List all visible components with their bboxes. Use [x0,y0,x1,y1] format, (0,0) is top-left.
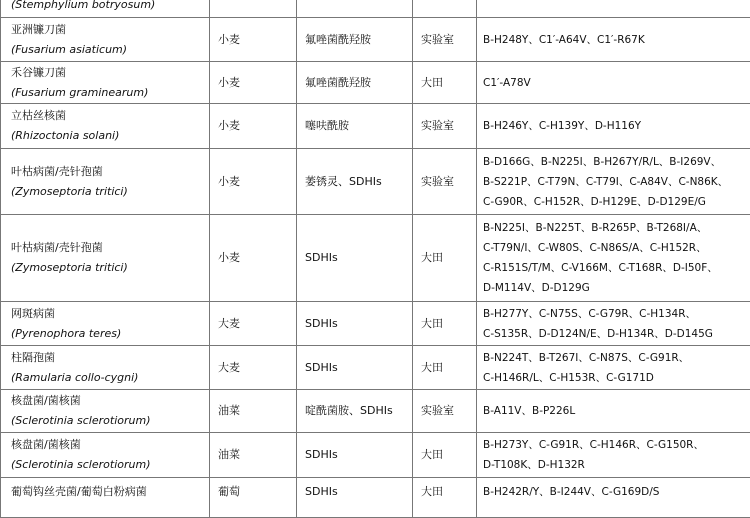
table-row [1,302,750,346]
pathogen-scientific-name: (Rhizoctonia solani) [11,126,205,146]
table-row [1,215,750,302]
table-row [1,346,750,390]
fungicide-cell: 萎锈灵、SDHIs [297,149,413,215]
mutation-line: C1′-A78V [483,73,746,93]
table-row [1,478,750,518]
fungicide-cell: SDHIs [297,478,413,518]
pathogen-cell [1,390,210,433]
mutation-line: B-N225I、B-N225T、B-R265P、B-T268I/A、 [483,218,746,238]
pathogen-chinese-name: 核盘菌/菌核菌 [11,391,205,411]
pathogen-cell [1,302,210,346]
mutation-line: B-H277Y、C-N75S、C-G79R、C-H134R、 [483,304,746,324]
mutations-cell [477,62,750,104]
mutation-line: C-H146R/L、C-H153R、C-G171D [483,368,746,388]
table-row [1,149,750,215]
pathogen-scientific-name: (Fusarium graminearum) [11,83,205,103]
table-row [1,0,750,18]
crop-cell: 小麦 [210,104,297,149]
source-cell: 大田 [413,302,477,346]
mutation-line: D-M114V、D-D129G [483,278,746,298]
crop-cell: 小麦 [210,149,297,215]
crop-cell: 大麦 [210,346,297,390]
pathogen-cell [1,18,210,62]
source-cell: 实验室 [413,18,477,62]
source-cell: 实验室 [413,390,477,433]
pathogen-cell [1,215,210,302]
fungicide-cell [297,0,413,18]
pathogen-chinese-name: 立枯丝核菌 [11,106,205,126]
pathogen-cell [1,433,210,478]
mutation-line: C-R151S/T/M、C-V166M、C-T168R、D-I50F、 [483,258,746,278]
source-cell [413,0,477,18]
source-cell: 实验室 [413,104,477,149]
mutations-cell [477,346,750,390]
mutations-cell [477,433,750,478]
pathogen-scientific-name: (Ramularia collo-cygni) [11,368,205,388]
mutation-line: C-S135R、D-D124N/E、D-H134R、D-D145G [483,324,746,344]
crop-cell: 小麦 [210,215,297,302]
crop-cell: 油菜 [210,390,297,433]
fungicide-cell: SDHIs [297,215,413,302]
crop-cell: 油菜 [210,433,297,478]
pathogen-cell [1,62,210,104]
pathogen-chinese-name: 叶枯病菌/壳针孢菌 [11,238,205,258]
pathogen-cell [1,0,210,18]
mutations-cell [477,18,750,62]
pathogen-scientific-name: (Pyrenophora teres) [11,324,205,344]
pathogen-scientific-name: (Sclerotinia sclerotiorum) [11,455,205,475]
mutations-cell [477,0,750,18]
fungicide-cell: 啶酰菌胺、SDHIs [297,390,413,433]
table-row [1,62,750,104]
crop-cell: 大麦 [210,302,297,346]
mutation-line: B-H242R/Y、B-I244V、C-G169D/S [483,482,746,502]
mutation-line: B-A11V、B-P226L [483,401,746,421]
fungicide-cell: SDHIs [297,433,413,478]
pathogen-scientific-name: (Zymoseptoria tritici) [11,182,205,202]
source-cell: 大田 [413,62,477,104]
source-cell: 大田 [413,215,477,302]
fungicide-cell: SDHIs [297,302,413,346]
source-cell: 实验室 [413,149,477,215]
source-cell: 大田 [413,346,477,390]
pathogen-scientific-name: (Fusarium asiaticum) [11,40,205,60]
mutation-line: C-T79N/I、C-W80S、C-N86S/A、C-H152R、 [483,238,746,258]
mutation-line: B-H246Y、C-H139Y、D-H116Y [483,116,746,136]
fungicide-cell: 氟唑菌酰羟胺 [297,18,413,62]
mutations-cell [477,478,750,518]
source-cell: 大田 [413,433,477,478]
pathogen-cell [1,346,210,390]
pathogen-scientific-name: (Sclerotinia sclerotiorum) [11,411,205,431]
crop-cell: 小麦 [210,62,297,104]
mutations-cell [477,215,750,302]
pathogen-chinese-name: 叶枯病菌/壳针孢菌 [11,162,205,182]
pathogen-chinese-name: 核盘菌/菌核菌 [11,435,205,455]
crop-cell [210,0,297,18]
pathogen-chinese-name: 柱隔孢菌 [11,348,205,368]
source-cell: 大田 [413,478,477,518]
table-row [1,18,750,62]
mutation-line: B-D166G、B-N225I、B-H267Y/R/L、B-I269V、 [483,152,746,172]
mutation-line: B-N224T、B-T267I、C-N87S、C-G91R、 [483,348,746,368]
mutations-cell [477,302,750,346]
mutation-line: B-H273Y、C-G91R、C-H146R、C-G150R、 [483,435,746,455]
mutation-line: C-G90R、C-H152R、D-H129E、D-D129E/G [483,192,746,212]
pathogen-scientific-name: (Stemphylium botryosum) [11,0,205,15]
table-row [1,104,750,149]
fungicide-cell: 氟唑菌酰羟胺 [297,62,413,104]
fungicide-cell: 噻呋酰胺 [297,104,413,149]
mutation-line: B-S221P、C-T79N、C-T79I、C-A84V、C-N86K、 [483,172,746,192]
mutations-cell [477,390,750,433]
crop-cell: 小麦 [210,18,297,62]
table-row [1,433,750,478]
mutations-cell [477,104,750,149]
pathogen-chinese-name: 网斑病菌 [11,304,205,324]
pathogen-cell [1,149,210,215]
mutations-cell [477,149,750,215]
crop-cell: 葡萄 [210,478,297,518]
pathogen-chinese-name: 禾谷镰刀菌 [11,63,205,83]
pathogen-scientific-name: (Zymoseptoria tritici) [11,258,205,278]
pathogen-chinese-name: 亚洲镰刀菌 [11,20,205,40]
mutation-line: D-T108K、D-H132R [483,455,746,475]
table-row [1,390,750,433]
mutation-line: B-H248Y、C1′-A64V、C1′-R67K [483,30,746,50]
pathogen-chinese-name: 葡萄钩丝壳菌/葡萄白粉病菌 [11,482,205,502]
pathogen-cell [1,478,210,518]
pathogen-cell [1,104,210,149]
fungicide-cell: SDHIs [297,346,413,390]
